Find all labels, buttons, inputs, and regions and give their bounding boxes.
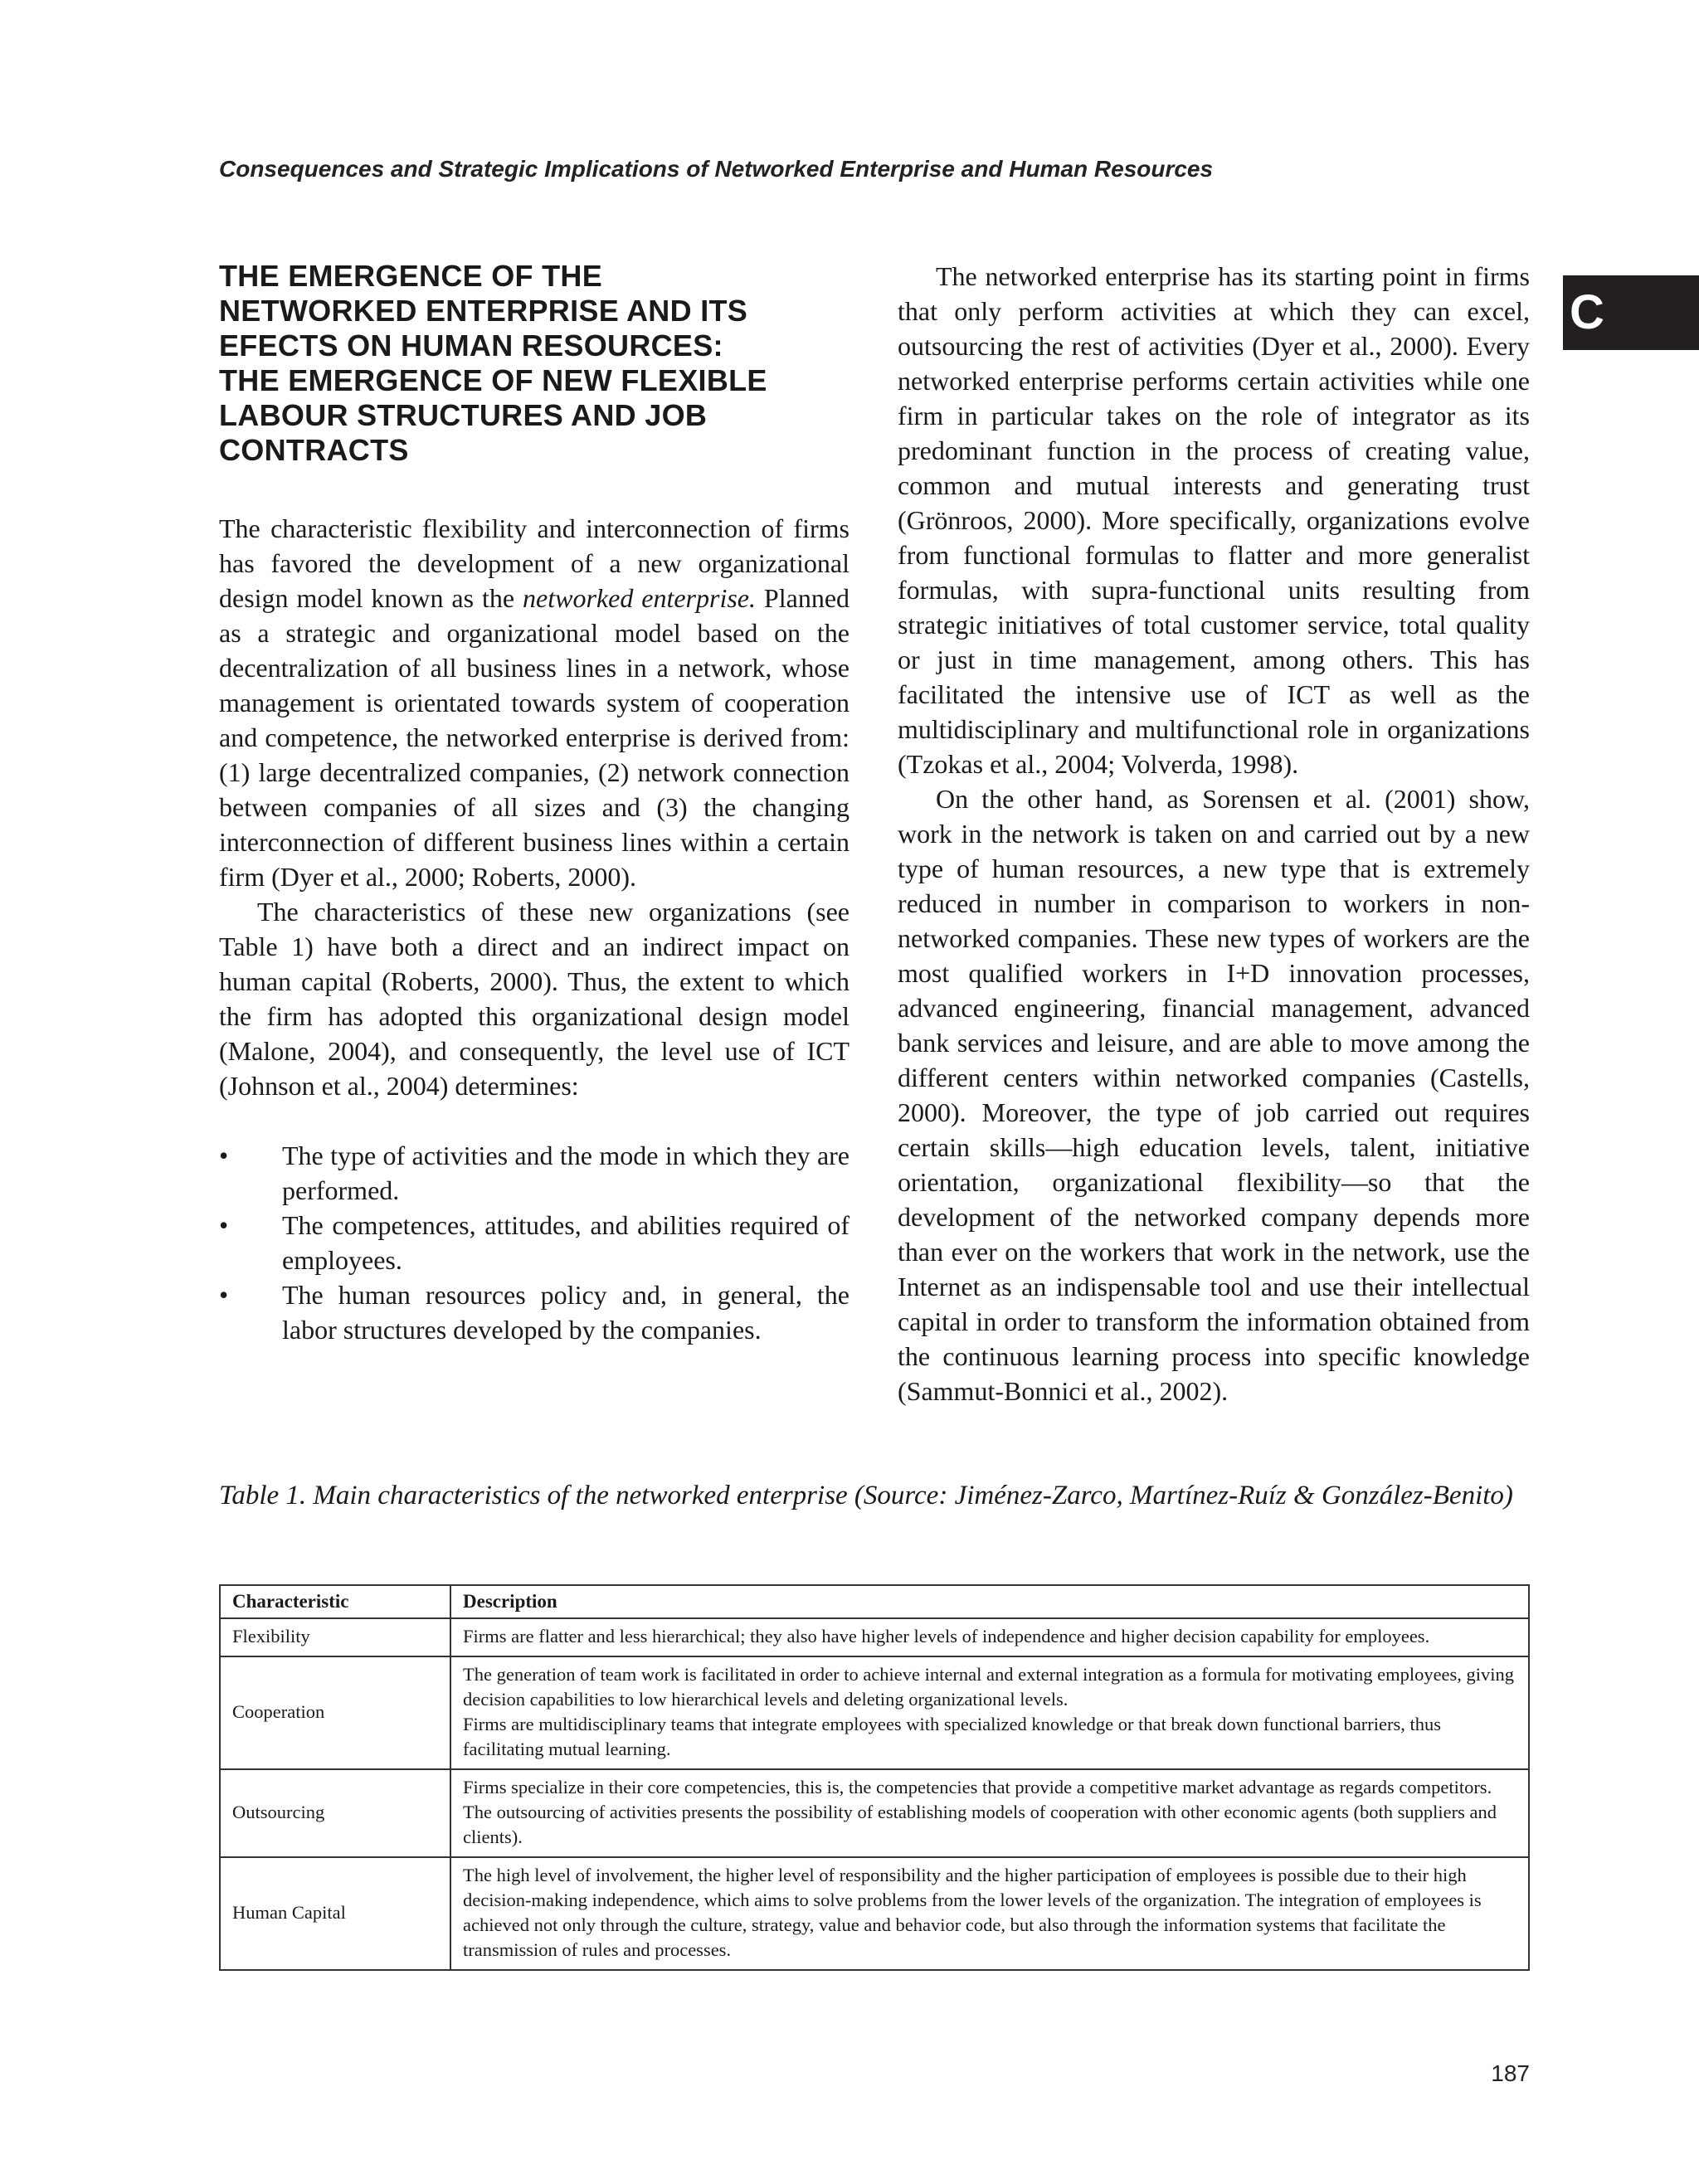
characteristic-cell: Human Capital <box>220 1857 450 1970</box>
characteristic-cell: Flexibility <box>220 1618 450 1656</box>
bullet-item: • The human resources policy and, in general, the labor structures developed by the companies. <box>219 1277 850 1347</box>
column-header: Characteristic <box>220 1585 450 1618</box>
bullet-list <box>219 1138 850 1347</box>
bullet-item: • The competences, attitudes, and abilities required of employees. <box>219 1208 850 1277</box>
emphasized-term: networked enterprise. <box>523 583 756 613</box>
paragraph: On the other hand, as Sorensen et al. (2001) show, work in the network is taken on and carried out by a new type of human resources, a new type that is extremely reduced in number in comparison to workers in non-networked companies. These new types of workers are the most qualified workers in I+D innovation processes, advanced engineering, financial management, advanced bank services and leisure, and are able to move among the different centers within networked companies (Castells, 2000). Moreover, the type of job carried out requires certain skills—high education levels, talent, initiative orientation, organizational flexibility—so that the development of the networked company depends more than ever on the workers that work in the network, use the Internet as an indispensable tool and use their intellectual capital in order to transform the information obtained from the continuous learning process into specific knowledge (Sammut-Bonnici et al., 2002). <box>898 784 1530 1406</box>
bullet-icon: • <box>219 1210 229 1240</box>
left-column <box>219 259 850 1347</box>
paragraph: The characteristic flexibility and interconnection of firms has favored the development of a new organizational design model known as the networked enterprise. Planned as a strategic and organizational model based on the decentralization of all business lines in a network, whose management is orientated towards system of cooperation and competence, the networked enterprise is derived from: (1) large decentralized companies, (2) network connection between companies of all sizes and (3) the changing interconnection of different business lines within a certain firm (Dyer et al., 2000; Roberts, 2000). <box>219 513 850 892</box>
heading-line: EFECTS ON HUMAN RESOURCES: <box>219 328 723 362</box>
bullet-icon: • <box>219 1280 229 1310</box>
heading-line: NETWORKED ENTERPRISE AND ITS <box>219 294 748 328</box>
page-number: 187 <box>1491 2060 1530 2086</box>
bullet-item: • The type of activities and the mode in which they are performed. <box>219 1138 850 1208</box>
running-header: Consequences and Strategic Implications of Networked Enterprise and Human Resources <box>219 156 1214 182</box>
right-column <box>898 259 1530 1408</box>
table-header-row <box>220 1585 1529 1618</box>
characteristic-cell: Cooperation <box>220 1656 450 1769</box>
table-row <box>220 1618 1529 1656</box>
characteristics-table <box>219 1584 1530 1971</box>
paragraph: The characteristics of these new organizations (see Table 1) have both a direct and an indirect impact on human capital (Roberts, 2000). Thus, the extent to which the firm has adopted this organizational design model (Malone, 2004), and consequently, the level use of ICT (Johnson et al., 2004) determines: <box>219 897 850 1101</box>
section-tab: C <box>1563 275 1699 350</box>
description-cell: The high level of involvement, the higher level of responsibility and the higher participation of employees is possible due to their high decision-making independence, which aims to solve problems from the lower levels of the organization. The integration of employees is achieved not only through the culture, strategy, value and behavior code, but also through the information systems that facilitate the transmission of rules and processes. <box>450 1857 1529 1970</box>
section-heading <box>219 259 850 468</box>
column-header: Description <box>450 1585 1529 1618</box>
heading-line: LABOUR STRUCTURES AND JOB <box>219 398 708 432</box>
bullet-icon: • <box>219 1141 229 1170</box>
table-row <box>220 1857 1529 1970</box>
characteristic-cell: Outsourcing <box>220 1769 450 1857</box>
heading-line: THE EMERGENCE OF NEW FLEXIBLE <box>219 363 767 397</box>
description-cell: Firms are flatter and less hierarchical; they also have higher levels of independence and higher decision capability for employees. <box>450 1618 1529 1656</box>
description-cell: The generation of team work is facilitated in order to achieve internal and external integration as a formula for motivating employees, giving decision capabilities to low hierarchical levels and deleting organizational levels. Firms are multidisciplinary teams that integrate employees with specialized knowledge or that break down functional barriers, thus facilitating mutual learning. <box>450 1656 1529 1769</box>
table-caption: Table 1. Main characteristics of the networked enterprise (Source: Jiménez-Zarco, Martínez-Ruíz & González-Benito) <box>219 1481 1513 1510</box>
heading-line: THE EMERGENCE OF THE <box>219 259 603 293</box>
table-row <box>220 1769 1529 1857</box>
paragraph: The networked enterprise has its starting point in firms that only perform activities at which they can excel, outsourcing the rest of activities (Dyer et al., 2000). Every networked enterprise performs certain activities while one firm in particular takes on the role of integrator as its predominant function in the process of creating value, common and mutual interests and generating trust (Grönroos, 2000). More specifically, organizations evolve from functional formulas to flatter and more generalist formulas, with supra-functional units resulting from strategic initiatives of total customer service, total quality or just in time management, among others. This has facilitated the intensive use of ICT as well as the multidisciplinary and multifunctional role in organizations (Tzokas et al., 2004; Volverda, 1998). <box>898 261 1530 779</box>
heading-line: CONTRACTS <box>219 433 409 467</box>
table-row <box>220 1656 1529 1769</box>
description-cell: Firms specialize in their core competencies, this is, the competencies that provide a competitive market advantage as regards competitors. The outsourcing of activities presents the possibility of establishing models of cooperation with other economic agents (both suppliers and clients). <box>450 1769 1529 1857</box>
